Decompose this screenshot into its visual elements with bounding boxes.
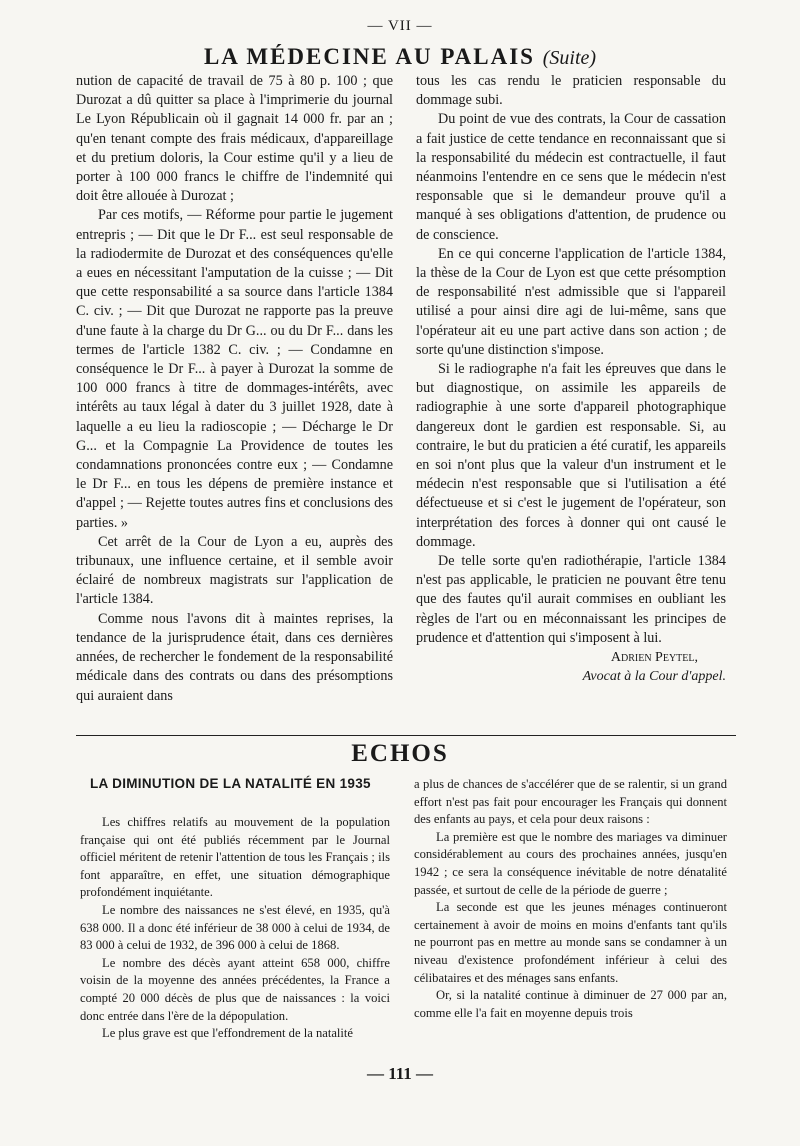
signature-name: Adrien Peytel,: [610, 650, 698, 666]
article-paragraph: Par ces motifs, — Réforme pour partie le jugement entrepris ; — Dit que le Dr F... est seul responsable de la radiodermite de Durozat et des conséquences qu'elle a eues en nécessitant l'amputation de la cuisse ; — Dit que cette responsabilité a sa source dans l'article 1384 C. civ. ; — Dit que Durozat ne rapporte pas la preuve d'une faute à la charge du Dr G... ou du Dr F... dans les termes de l'article 1382 C. civ. ; — Condamne en conséquence le Dr F... à payer à Durozat la somme de 100 000 francs à titre de dommages-intérêts, avec intérêts au taux légal à dater du 3 juillet 1928, date à laquelle a eu lieu la radioscopie ; — Décharge le Dr G... et la Compagnie La Providence de toutes les condamnations prononcées contre eux ; — Condamne le Dr F... en tous les dépens de première instance et d'appel ; — Rejette toutes autres fins et conclusions des parties. »: [76, 207, 393, 531]
article-title-suite: (Suite): [542, 47, 597, 69]
signature: [416, 648, 726, 686]
echos-paragraph: Or, si la natalité continue à diminuer de 27 000 par an, comme elle l'a fait en moyenne depuis trois: [414, 988, 727, 1020]
article-title-main: LA MÉDECINE AU PALAIS: [203, 44, 535, 69]
article-column-left: [76, 72, 393, 706]
article-paragraph: Si le radiographe n'a fait les épreuves que dans le but diagnostique, on assimile les appareils de radiographie à une sorte d'appareil photographique dangereux dont le gardien est responsable. Si, au contraire, le but du praticien a été curatif, les appareils en soi n'ont plus que la valeur d'un instrument et le médecin n'est responsable que si l'utilisation a été défectueuse et si c'est le jugement de l'opérateur, son interprétation des forces à donner qui ont causé le dommage.: [416, 361, 726, 550]
echos-section-title: ECHOS: [351, 740, 449, 767]
echos-paragraph: La première est que le nombre des mariages va diminuer considérablement au cours des prochaines années, jusqu'en 1942 ; ce sera la conséquence inévitable de notre dénatalité passée, et surtout de celle de la période de guerre ;: [414, 829, 727, 897]
article-paragraph: De telle sorte qu'en radiothérapie, l'article 1384 n'est pas applicable, le praticien ne pouvant être tenu que des fautes qu'il aurait commises en oubliant les règles de l'art ou en méconnaissant les principes de prudence et d'attention qui s'imposent à lui.: [416, 553, 726, 646]
article-paragraph: nution de capacité de travail de 75 à 80 p. 100 ; que Durozat a dû quitter sa place à l'imprimerie du journal Le Lyon Républicain où il gagnait 14 000 fr. par an ; qu'en tenant compte des frais médicaux, d'appareillage et du pretium doloris, la Cour estime qu'il y a lieu de porter à 100 000 francs le chiffre de l'indemnité qui doit être allouée à Durozat ;: [76, 73, 393, 205]
page-number-bottom: — 111 —: [366, 1064, 434, 1083]
echos-paragraph: La seconde est que les jeunes ménages continueront certainement à avoir de moins en moins d'enfants tant qu'ils ne pourront pas en mettre au monde sans se condamner à un niveau d'existence profondément inférieur à celui des célibataires et des ménages sans enfants.: [414, 900, 727, 985]
page-number-top: — VII —: [367, 18, 433, 34]
article-paragraph: tous les cas rendu le praticien responsable du dommage subi.: [416, 73, 726, 109]
article-paragraph: Du point de vue des contrats, la Cour de cassation a fait justice de cette tendance en reconnaissant que si la responsabilité du médecin est contractuelle, il faut néanmoins l'entendre en ce sens que le médecin n'est responsable que si le demandeur prouve qu'il a manqué à ses obligations d'attention, de prudence ou de conscience.: [416, 111, 726, 243]
section-divider: [76, 735, 736, 736]
signature-role: Avocat à la Cour d'appel.: [582, 669, 726, 685]
article-paragraph: Comme nous l'avons dit à maintes reprises, la tendance de la jurisprudence était, dans ces dernières années, de rechercher le fondement de la responsabilité médicale dans des contrats ou dans des présomptions qui auraient dans: [76, 610, 393, 704]
article-paragraph: En ce qui concerne l'application de l'article 1384, la thèse de la Cour de Lyon est que cette présomption de responsabilité n'est admissible que si l'appareil utilisé a pour ainsi dire agi de lui-même, sans que l'opérateur ait eu une part active dans son action ; de sorte qu'une distinction s'impose.: [416, 245, 726, 358]
echos-paragraph: Le nombre des naissances ne s'est élevé, en 1935, qu'à 638 000. Il a donc été inférieur de 38 000 à celui de 1934, de 83 000 à celui de 1932, de 396 000 à celui de 1868.: [80, 902, 390, 953]
echos-paragraph: Le plus grave est que l'effondrement de la natalité: [102, 1026, 354, 1041]
article-paragraph: Cet arrêt de la Cour de Lyon a eu, auprès des tribunaux, une influence certaine, et il semble avoir éclairé de nombreux magistrats sur l'application de l'article 1384.: [76, 533, 393, 608]
echos-column-left: [80, 814, 390, 1043]
echos-column-right: [414, 776, 727, 1022]
article-title: [0, 44, 800, 70]
echos-paragraph: Le nombre des décès ayant atteint 658 000, chiffre voisin de la moyenne des années précédentes, la France a compté 20 000 décès de plus que de naissances : la voici donc entrée dans l'ère de la dépopulation.: [80, 955, 390, 1023]
article-column-right: [416, 72, 726, 686]
echos-paragraph: a plus de chances de s'accélérer que de se ralentir, si un grand effort n'est pas fait pour encourager les Français qui donnent des enfants au pays, et cela pour deux raisons :: [414, 777, 727, 827]
echos-subheading: LA DIMINUTION DE LA NATALITÉ EN 1935: [90, 776, 371, 791]
echos-paragraph: Les chiffres relatifs au mouvement de la population française qui ont été publiés récemment par le Journal officiel méritent de retenir l'attention de tous les Français ; ils font apparaître, en effet, une situation démographique profondément inquiétante.: [80, 815, 390, 900]
